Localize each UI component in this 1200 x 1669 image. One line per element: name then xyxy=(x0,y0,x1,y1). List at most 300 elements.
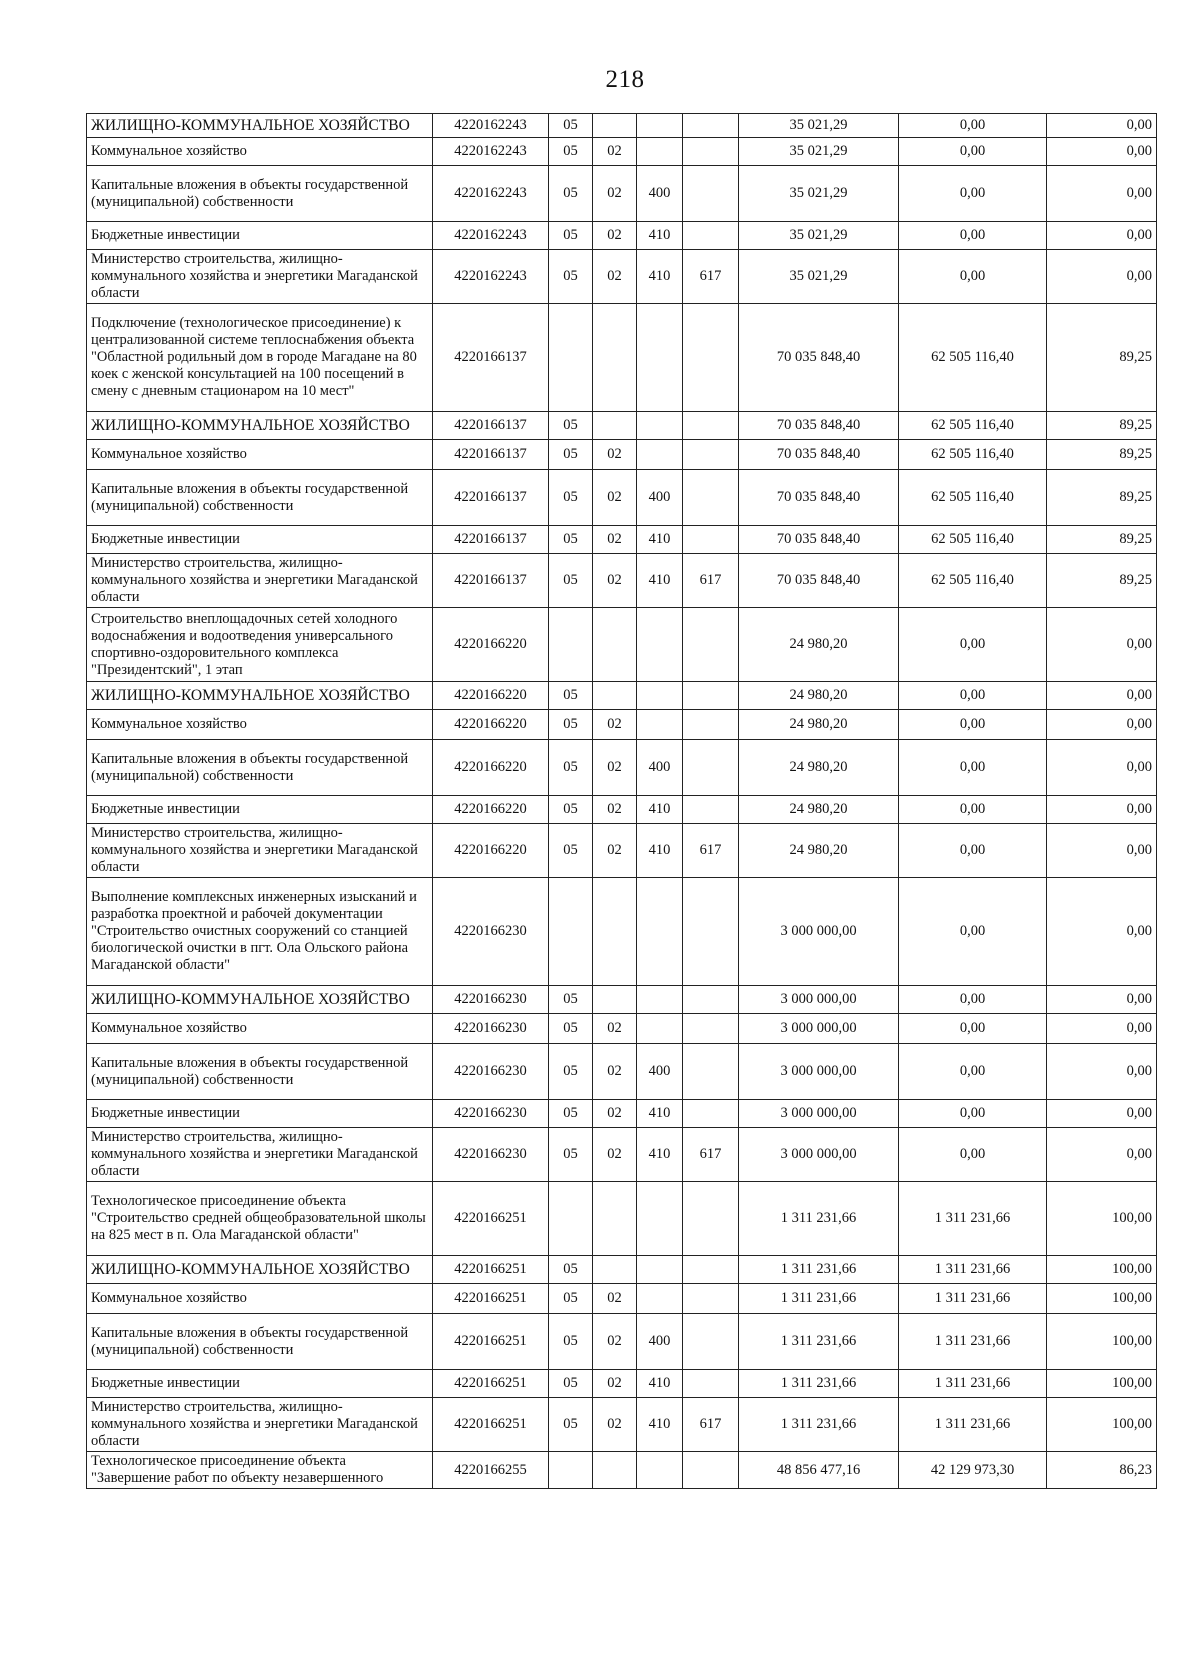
row-plan-amount: 35 021,29 xyxy=(739,138,899,166)
row-section: 05 xyxy=(549,740,593,796)
row-actual-amount: 62 505 116,40 xyxy=(899,554,1047,608)
row-actual-amount: 62 505 116,40 xyxy=(899,440,1047,470)
row-plan-amount: 35 021,29 xyxy=(739,114,899,138)
row-admin-code xyxy=(683,166,739,222)
table-row xyxy=(87,138,1157,166)
table-row xyxy=(87,412,1157,440)
row-expense-type xyxy=(637,440,683,470)
row-actual-amount: 62 505 116,40 xyxy=(899,304,1047,412)
row-code: 4220166251 xyxy=(433,1256,549,1284)
row-section: 05 xyxy=(549,710,593,740)
row-plan-amount: 24 980,20 xyxy=(739,824,899,878)
row-admin-code xyxy=(683,710,739,740)
row-name: Коммунальное хозяйство xyxy=(87,1014,433,1044)
row-admin-code: 617 xyxy=(683,1398,739,1452)
row-plan-amount: 3 000 000,00 xyxy=(739,1014,899,1044)
row-section xyxy=(549,1452,593,1489)
row-section: 05 xyxy=(549,1044,593,1100)
row-execution-percent: 0,00 xyxy=(1047,608,1157,682)
row-actual-amount: 62 505 116,40 xyxy=(899,470,1047,526)
row-plan-amount: 24 980,20 xyxy=(739,710,899,740)
row-plan-amount: 70 035 848,40 xyxy=(739,412,899,440)
row-section: 05 xyxy=(549,470,593,526)
row-admin-code xyxy=(683,440,739,470)
row-code: 4220166220 xyxy=(433,710,549,740)
row-admin-code xyxy=(683,470,739,526)
row-code: 4220166137 xyxy=(433,412,549,440)
row-execution-percent: 89,25 xyxy=(1047,470,1157,526)
row-plan-amount: 3 000 000,00 xyxy=(739,1100,899,1128)
row-expense-type xyxy=(637,878,683,986)
row-name: Министерство строительства, жилищно-коммунального хозяйства и энергетики Магаданской области xyxy=(87,250,433,304)
row-expense-type: 410 xyxy=(637,1370,683,1398)
row-subsection xyxy=(593,878,637,986)
row-subsection: 02 xyxy=(593,138,637,166)
row-name: Капитальные вложения в объекты государственной (муниципальной) собственности xyxy=(87,470,433,526)
row-code: 4220166255 xyxy=(433,1452,549,1489)
row-execution-percent: 0,00 xyxy=(1047,1044,1157,1100)
row-section: 05 xyxy=(549,1128,593,1182)
row-expense-type: 410 xyxy=(637,526,683,554)
row-expense-type xyxy=(637,608,683,682)
row-code: 4220166230 xyxy=(433,986,549,1014)
row-execution-percent: 0,00 xyxy=(1047,138,1157,166)
row-name: ЖИЛИЩНО-КОММУНАЛЬНОЕ ХОЗЯЙСТВО xyxy=(87,986,433,1014)
row-code: 4220166137 xyxy=(433,554,549,608)
row-subsection: 02 xyxy=(593,1044,637,1100)
row-code: 4220166220 xyxy=(433,740,549,796)
table-row xyxy=(87,1284,1157,1314)
row-expense-type: 410 xyxy=(637,222,683,250)
row-actual-amount: 1 311 231,66 xyxy=(899,1398,1047,1452)
row-execution-percent: 0,00 xyxy=(1047,682,1157,710)
row-section: 05 xyxy=(549,1314,593,1370)
row-code: 4220166251 xyxy=(433,1284,549,1314)
row-name: ЖИЛИЩНО-КОММУНАЛЬНОЕ ХОЗЯЙСТВО xyxy=(87,1256,433,1284)
row-expense-type: 400 xyxy=(637,1044,683,1100)
row-admin-code: 617 xyxy=(683,554,739,608)
row-section xyxy=(549,878,593,986)
row-name: Бюджетные инвестиции xyxy=(87,526,433,554)
row-name: Капитальные вложения в объекты государственной (муниципальной) собственности xyxy=(87,1044,433,1100)
row-plan-amount: 48 856 477,16 xyxy=(739,1452,899,1489)
row-subsection: 02 xyxy=(593,1128,637,1182)
row-name: Коммунальное хозяйство xyxy=(87,710,433,740)
row-name: Бюджетные инвестиции xyxy=(87,222,433,250)
row-section: 05 xyxy=(549,440,593,470)
table-row xyxy=(87,1128,1157,1182)
row-name: Выполнение комплексных инженерных изысканий и разработка проектной и рабочей документации "Строительство очистных сооружений со станцией биологической очистки в пгт. Ола Ольского района Магаданской области" xyxy=(87,878,433,986)
row-admin-code xyxy=(683,1370,739,1398)
row-name: Коммунальное хозяйство xyxy=(87,440,433,470)
row-code: 4220166137 xyxy=(433,526,549,554)
row-execution-percent: 100,00 xyxy=(1047,1256,1157,1284)
table-row xyxy=(87,1452,1157,1489)
row-execution-percent: 89,25 xyxy=(1047,554,1157,608)
row-code: 4220166230 xyxy=(433,1014,549,1044)
row-subsection xyxy=(593,682,637,710)
row-execution-percent: 0,00 xyxy=(1047,710,1157,740)
row-actual-amount: 0,00 xyxy=(899,1014,1047,1044)
row-plan-amount: 3 000 000,00 xyxy=(739,986,899,1014)
row-admin-code xyxy=(683,608,739,682)
row-section: 05 xyxy=(549,166,593,222)
row-plan-amount: 24 980,20 xyxy=(739,608,899,682)
row-execution-percent: 0,00 xyxy=(1047,796,1157,824)
row-plan-amount: 35 021,29 xyxy=(739,166,899,222)
row-subsection xyxy=(593,412,637,440)
row-section: 05 xyxy=(549,824,593,878)
row-plan-amount: 24 980,20 xyxy=(739,796,899,824)
row-actual-amount: 62 505 116,40 xyxy=(899,412,1047,440)
row-code: 4220166220 xyxy=(433,608,549,682)
table-row xyxy=(87,250,1157,304)
row-subsection xyxy=(593,1256,637,1284)
row-name: ЖИЛИЩНО-КОММУНАЛЬНОЕ ХОЗЯЙСТВО xyxy=(87,682,433,710)
row-section xyxy=(549,304,593,412)
row-actual-amount: 0,00 xyxy=(899,250,1047,304)
row-actual-amount: 1 311 231,66 xyxy=(899,1256,1047,1284)
row-expense-type: 400 xyxy=(637,166,683,222)
row-admin-code xyxy=(683,1014,739,1044)
row-name: Капитальные вложения в объекты государственной (муниципальной) собственности xyxy=(87,1314,433,1370)
row-actual-amount: 0,00 xyxy=(899,1100,1047,1128)
row-plan-amount: 1 311 231,66 xyxy=(739,1398,899,1452)
row-code: 4220166251 xyxy=(433,1370,549,1398)
row-section: 05 xyxy=(549,222,593,250)
row-expense-type: 410 xyxy=(637,824,683,878)
row-code: 4220162243 xyxy=(433,222,549,250)
row-name: Министерство строительства, жилищно-коммунального хозяйства и энергетики Магаданской области xyxy=(87,1398,433,1452)
row-subsection: 02 xyxy=(593,222,637,250)
row-expense-type: 400 xyxy=(637,740,683,796)
row-actual-amount: 62 505 116,40 xyxy=(899,526,1047,554)
row-actual-amount: 0,00 xyxy=(899,740,1047,796)
row-execution-percent: 0,00 xyxy=(1047,166,1157,222)
row-execution-percent: 89,25 xyxy=(1047,440,1157,470)
row-subsection: 02 xyxy=(593,554,637,608)
row-section: 05 xyxy=(549,1398,593,1452)
table-row xyxy=(87,740,1157,796)
row-admin-code xyxy=(683,114,739,138)
row-expense-type xyxy=(637,986,683,1014)
row-plan-amount: 1 311 231,66 xyxy=(739,1256,899,1284)
row-section xyxy=(549,1182,593,1256)
row-expense-type xyxy=(637,710,683,740)
row-subsection xyxy=(593,1452,637,1489)
row-actual-amount: 0,00 xyxy=(899,824,1047,878)
row-admin-code xyxy=(683,796,739,824)
row-section: 05 xyxy=(549,796,593,824)
row-admin-code xyxy=(683,1452,739,1489)
row-admin-code xyxy=(683,138,739,166)
row-execution-percent: 0,00 xyxy=(1047,1014,1157,1044)
row-plan-amount: 1 311 231,66 xyxy=(739,1314,899,1370)
row-name: Коммунальное хозяйство xyxy=(87,138,433,166)
row-name: Капитальные вложения в объекты государственной (муниципальной) собственности xyxy=(87,740,433,796)
row-admin-code xyxy=(683,682,739,710)
row-section: 05 xyxy=(549,1284,593,1314)
row-plan-amount: 70 035 848,40 xyxy=(739,304,899,412)
row-subsection: 02 xyxy=(593,1014,637,1044)
table-row xyxy=(87,440,1157,470)
row-name: Коммунальное хозяйство xyxy=(87,1284,433,1314)
table-row xyxy=(87,526,1157,554)
row-plan-amount: 70 035 848,40 xyxy=(739,526,899,554)
row-plan-amount: 1 311 231,66 xyxy=(739,1370,899,1398)
row-subsection: 02 xyxy=(593,470,637,526)
row-name: Подключение (технологическое присоединение) к централизованной системе теплоснабжения объекта "Областной родильный дом в городе Магадане на 80 коек с женской консультацией на 100 посещений в смену с дневным стационаром на 10 мест" xyxy=(87,304,433,412)
row-section: 05 xyxy=(549,1370,593,1398)
row-admin-code: 617 xyxy=(683,824,739,878)
row-name: ЖИЛИЩНО-КОММУНАЛЬНОЕ ХОЗЯЙСТВО xyxy=(87,412,433,440)
row-name: Технологическое присоединение объекта "Завершение работ по объекту незавершенного xyxy=(87,1452,433,1489)
row-execution-percent: 86,23 xyxy=(1047,1452,1157,1489)
table-row xyxy=(87,878,1157,986)
row-actual-amount: 0,00 xyxy=(899,682,1047,710)
row-subsection: 02 xyxy=(593,250,637,304)
row-code: 4220166230 xyxy=(433,1044,549,1100)
row-section: 05 xyxy=(549,1256,593,1284)
row-expense-type xyxy=(637,1182,683,1256)
table-row xyxy=(87,166,1157,222)
row-plan-amount: 35 021,29 xyxy=(739,250,899,304)
row-code: 4220166137 xyxy=(433,470,549,526)
table-row xyxy=(87,824,1157,878)
row-code: 4220166230 xyxy=(433,1128,549,1182)
table-row xyxy=(87,470,1157,526)
row-actual-amount: 0,00 xyxy=(899,166,1047,222)
row-execution-percent: 89,25 xyxy=(1047,304,1157,412)
row-code: 4220166251 xyxy=(433,1182,549,1256)
row-name: Бюджетные инвестиции xyxy=(87,1370,433,1398)
row-section xyxy=(549,608,593,682)
page-number: 218 xyxy=(605,66,645,93)
table-row xyxy=(87,554,1157,608)
table-row xyxy=(87,1182,1157,1256)
row-plan-amount: 70 035 848,40 xyxy=(739,470,899,526)
row-subsection xyxy=(593,986,637,1014)
row-subsection: 02 xyxy=(593,440,637,470)
row-plan-amount: 70 035 848,40 xyxy=(739,554,899,608)
row-name: Технологическое присоединение объекта "Строительство средней общеобразовательной школы на 825 мест в п. Ола Магаданской области" xyxy=(87,1182,433,1256)
row-execution-percent: 0,00 xyxy=(1047,1128,1157,1182)
row-code: 4220166220 xyxy=(433,824,549,878)
row-actual-amount: 0,00 xyxy=(899,878,1047,986)
row-subsection: 02 xyxy=(593,1370,637,1398)
table-row xyxy=(87,1044,1157,1100)
row-name: ЖИЛИЩНО-КОММУНАЛЬНОЕ ХОЗЯЙСТВО xyxy=(87,114,433,138)
row-expense-type xyxy=(637,1256,683,1284)
row-section: 05 xyxy=(549,1100,593,1128)
row-subsection xyxy=(593,1182,637,1256)
row-actual-amount: 1 311 231,66 xyxy=(899,1182,1047,1256)
row-expense-type: 400 xyxy=(637,470,683,526)
row-actual-amount: 1 311 231,66 xyxy=(899,1284,1047,1314)
row-plan-amount: 1 311 231,66 xyxy=(739,1284,899,1314)
row-execution-percent: 0,00 xyxy=(1047,824,1157,878)
row-actual-amount: 0,00 xyxy=(899,608,1047,682)
row-expense-type xyxy=(637,682,683,710)
row-admin-code xyxy=(683,1314,739,1370)
row-admin-code xyxy=(683,740,739,796)
row-section: 05 xyxy=(549,250,593,304)
row-plan-amount: 70 035 848,40 xyxy=(739,440,899,470)
row-expense-type xyxy=(637,138,683,166)
row-admin-code: 617 xyxy=(683,1128,739,1182)
table-row xyxy=(87,1314,1157,1370)
row-section: 05 xyxy=(549,114,593,138)
row-execution-percent: 100,00 xyxy=(1047,1370,1157,1398)
row-code: 4220162243 xyxy=(433,250,549,304)
row-code: 4220166137 xyxy=(433,304,549,412)
table-row xyxy=(87,682,1157,710)
row-expense-type xyxy=(637,412,683,440)
row-execution-percent: 100,00 xyxy=(1047,1314,1157,1370)
table-row xyxy=(87,1370,1157,1398)
row-expense-type: 410 xyxy=(637,796,683,824)
table-row xyxy=(87,1398,1157,1452)
row-subsection: 02 xyxy=(593,710,637,740)
row-section: 05 xyxy=(549,554,593,608)
row-execution-percent: 89,25 xyxy=(1047,412,1157,440)
row-admin-code xyxy=(683,1100,739,1128)
row-actual-amount: 0,00 xyxy=(899,710,1047,740)
row-name: Министерство строительства, жилищно-коммунального хозяйства и энергетики Магаданской области xyxy=(87,554,433,608)
table-row xyxy=(87,304,1157,412)
row-admin-code xyxy=(683,1284,739,1314)
row-actual-amount: 1 311 231,66 xyxy=(899,1314,1047,1370)
row-section: 05 xyxy=(549,986,593,1014)
row-admin-code xyxy=(683,412,739,440)
row-expense-type xyxy=(637,1284,683,1314)
table-row xyxy=(87,222,1157,250)
row-code: 4220162243 xyxy=(433,138,549,166)
row-admin-code xyxy=(683,1044,739,1100)
row-actual-amount: 0,00 xyxy=(899,1128,1047,1182)
row-code: 4220166137 xyxy=(433,440,549,470)
row-name: Бюджетные инвестиции xyxy=(87,1100,433,1128)
row-execution-percent: 89,25 xyxy=(1047,526,1157,554)
row-code: 4220162243 xyxy=(433,166,549,222)
table-row xyxy=(87,608,1157,682)
table-row xyxy=(87,710,1157,740)
row-plan-amount: 3 000 000,00 xyxy=(739,1128,899,1182)
table-row xyxy=(87,1256,1157,1284)
row-plan-amount: 3 000 000,00 xyxy=(739,1044,899,1100)
row-execution-percent: 0,00 xyxy=(1047,114,1157,138)
row-plan-amount: 24 980,20 xyxy=(739,682,899,710)
row-subsection: 02 xyxy=(593,796,637,824)
row-actual-amount: 0,00 xyxy=(899,222,1047,250)
row-name: Капитальные вложения в объекты государственной (муниципальной) собственности xyxy=(87,166,433,222)
row-actual-amount: 0,00 xyxy=(899,986,1047,1014)
row-subsection: 02 xyxy=(593,1284,637,1314)
row-admin-code xyxy=(683,1256,739,1284)
row-code: 4220166230 xyxy=(433,878,549,986)
row-admin-code xyxy=(683,222,739,250)
row-execution-percent: 0,00 xyxy=(1047,222,1157,250)
row-name: Строительство внеплощадочных сетей холодного водоснабжения и водоотведения универсального спортивно-оздоровительного комплекса "Президентский", 1 этап xyxy=(87,608,433,682)
row-code: 4220166220 xyxy=(433,682,549,710)
row-name: Министерство строительства, жилищно-коммунального хозяйства и энергетики Магаданской области xyxy=(87,824,433,878)
row-execution-percent: 0,00 xyxy=(1047,250,1157,304)
row-actual-amount: 0,00 xyxy=(899,796,1047,824)
row-admin-code: 617 xyxy=(683,250,739,304)
row-plan-amount: 3 000 000,00 xyxy=(739,878,899,986)
row-subsection: 02 xyxy=(593,1314,637,1370)
row-expense-type xyxy=(637,1014,683,1044)
row-name: Министерство строительства, жилищно-коммунального хозяйства и энергетики Магаданской области xyxy=(87,1128,433,1182)
row-expense-type: 410 xyxy=(637,1100,683,1128)
row-subsection: 02 xyxy=(593,824,637,878)
row-plan-amount: 35 021,29 xyxy=(739,222,899,250)
row-subsection xyxy=(593,114,637,138)
row-section: 05 xyxy=(549,1014,593,1044)
row-subsection: 02 xyxy=(593,166,637,222)
table-row xyxy=(87,114,1157,138)
row-code: 4220162243 xyxy=(433,114,549,138)
row-admin-code xyxy=(683,304,739,412)
row-expense-type: 410 xyxy=(637,250,683,304)
row-expense-type: 410 xyxy=(637,1128,683,1182)
row-code: 4220166230 xyxy=(433,1100,549,1128)
row-subsection xyxy=(593,304,637,412)
row-subsection: 02 xyxy=(593,740,637,796)
row-expense-type xyxy=(637,1452,683,1489)
row-code: 4220166251 xyxy=(433,1398,549,1452)
row-plan-amount: 24 980,20 xyxy=(739,740,899,796)
row-admin-code xyxy=(683,878,739,986)
row-actual-amount: 42 129 973,30 xyxy=(899,1452,1047,1489)
row-section: 05 xyxy=(549,682,593,710)
row-subsection: 02 xyxy=(593,1100,637,1128)
row-expense-type: 410 xyxy=(637,554,683,608)
row-expense-type xyxy=(637,304,683,412)
row-code: 4220166220 xyxy=(433,796,549,824)
row-subsection xyxy=(593,608,637,682)
row-execution-percent: 0,00 xyxy=(1047,986,1157,1014)
row-admin-code xyxy=(683,1182,739,1256)
row-subsection: 02 xyxy=(593,1398,637,1452)
row-expense-type xyxy=(637,114,683,138)
table-row xyxy=(87,1100,1157,1128)
row-code: 4220166251 xyxy=(433,1314,549,1370)
row-execution-percent: 100,00 xyxy=(1047,1182,1157,1256)
row-name: Бюджетные инвестиции xyxy=(87,796,433,824)
row-actual-amount: 0,00 xyxy=(899,114,1047,138)
row-execution-percent: 100,00 xyxy=(1047,1398,1157,1452)
budget-table xyxy=(86,113,1157,1489)
row-admin-code xyxy=(683,526,739,554)
row-subsection: 02 xyxy=(593,526,637,554)
row-expense-type: 410 xyxy=(637,1398,683,1452)
row-expense-type: 400 xyxy=(637,1314,683,1370)
row-actual-amount: 1 311 231,66 xyxy=(899,1370,1047,1398)
row-actual-amount: 0,00 xyxy=(899,138,1047,166)
row-execution-percent: 0,00 xyxy=(1047,1100,1157,1128)
row-section: 05 xyxy=(549,526,593,554)
row-actual-amount: 0,00 xyxy=(899,1044,1047,1100)
row-execution-percent: 0,00 xyxy=(1047,878,1157,986)
row-execution-percent: 0,00 xyxy=(1047,740,1157,796)
row-admin-code xyxy=(683,986,739,1014)
row-execution-percent: 100,00 xyxy=(1047,1284,1157,1314)
table-row xyxy=(87,986,1157,1014)
row-plan-amount: 1 311 231,66 xyxy=(739,1182,899,1256)
table-row xyxy=(87,1014,1157,1044)
row-section: 05 xyxy=(549,138,593,166)
